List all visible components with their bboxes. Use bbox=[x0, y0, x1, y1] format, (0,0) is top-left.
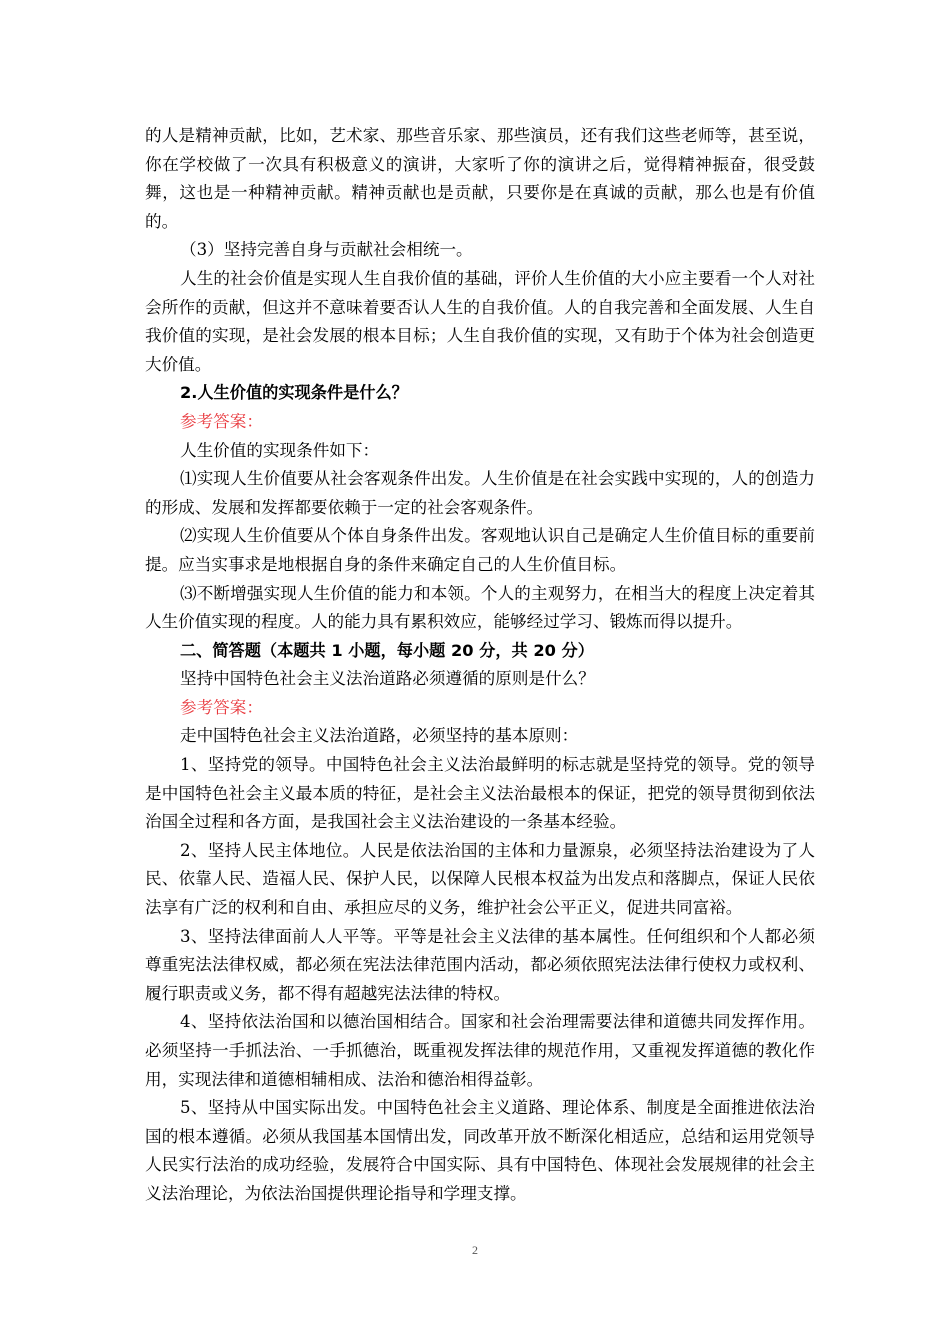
paragraph-conditions-intro: 人生价值的实现条件如下： bbox=[180, 440, 380, 460]
document-body bbox=[145, 122, 815, 1209]
paragraph-principle-2: 2、坚持人民主体地位。人民是依法治国的主体和力量源泉，必须坚持法治建设为了人民、依靠人民、造福人民、保护人民，以保障人民根本权益为出发点和落脚点，保证人民依法享有广泛的权利和自由、承担应尽的义务，维护社会公平正义，促进共同富裕。 bbox=[145, 840, 815, 918]
page-number: 2 bbox=[472, 1243, 478, 1257]
paragraph-condition-3: ⑶不断增强实现人生价值的能力和本领。个人的主观努力，在相当大的程度上决定着其人生价值实现的程度。人的能力具有累积效应，能够经过学习、锻炼而得以提升。 bbox=[145, 583, 815, 632]
paragraph-principles-intro: 走中国特色社会主义法治道路，必须坚持的基本原则： bbox=[180, 726, 579, 746]
question-2-heading: 2.人生价值的实现条件是什么？ bbox=[180, 383, 408, 403]
answer-label: 参考答案： bbox=[180, 697, 263, 717]
paragraph-principle-4: 4、坚持依法治国和以德治国相结合。国家和社会治理需要法律和道德共同发挥作用。必须坚持一手抓法治、一手抓德治，既重视发挥法律的规范作用，又重视发挥道德的教化作用，实现法律和道德相辅相成、法治和德治相得益彰。 bbox=[145, 1012, 815, 1089]
paragraph-principle-1: 1、坚持党的领导。中国特色社会主义法治最鲜明的标志就是坚持党的领导。党的领导是中国特色社会主义最本质的特征，是社会主义法治最根本的保证，把党的领导贯彻到依法治国全过程和各方面，是我国社会主义法治建设的一条基本经验。 bbox=[145, 755, 815, 832]
paragraph-principle-3: 3、坚持法律面前人人平等。平等是社会主义法律的基本属性。任何组织和个人都必须尊重宪法法律权威，都必须在宪法法律范围内活动，都必须依照宪法法律行使权力或权利、履行职责或义务，都不得有超越宪法法律的特权。 bbox=[145, 926, 815, 1003]
section-2-heading: 二、简答题（本题共 1 小题，每小题 20 分，共 20 分） bbox=[180, 640, 594, 660]
paragraph-continued: 的人是精神贡献，比如，艺术家、那些音乐家、那些演员，还有我们这些老师等，甚至说，你在学校做了一次具有积极意义的演讲，大家听了你的演讲之后，觉得精神振奋，很受鼓舞，这也是一种精神贡献。精神贡献也是贡献，只要你是在真诚的贡献，那么也是有价值的。 bbox=[145, 126, 815, 231]
answer-label: 参考答案： bbox=[180, 411, 263, 431]
paragraph-social-value: 人生的社会价值是实现人生自我价值的基础，评价人生价值的大小应主要看一个人对社会所作的贡献，但这并不意味着要否认人生的自我价值。人的自我完善和全面发展、人生自我价值的实现，是社会发展的根本目标；人生自我价值的实现，又有助于个体为社会创造更大价值。 bbox=[145, 268, 815, 374]
question-text: 坚持中国特色社会主义法治道路必须遵循的原则是什么？ bbox=[180, 669, 595, 689]
paragraph-principle-5: 5、坚持从中国实际出发。中国特色社会主义道路、理论体系、制度是全面推进依法治国的根本遵循。必须从我国基本国情出发，同改革开放不断深化相适应，总结和运用党领导人民实行法治的成功经验，发展符合中国实际、具有中国特色、体现社会发展规律的社会主义法治理论，为依法治国提供理论指导和学理支撑。 bbox=[145, 1098, 815, 1203]
point-3-heading: （3）坚持完善自身与贡献社会相统一。 bbox=[180, 240, 473, 260]
paragraph-condition-1: ⑴实现人生价值要从社会客观条件出发。人生价值是在社会实践中实现的，人的创造力的形成、发展和发挥都要依赖于一定的社会客观条件。 bbox=[145, 469, 815, 517]
paragraph-condition-2: ⑵实现人生价值要从个体自身条件出发。客观地认识自己是确定人生价值目标的重要前提。应当实事求是地根据自身的条件来确定自己的人生价值目标。 bbox=[145, 526, 815, 574]
